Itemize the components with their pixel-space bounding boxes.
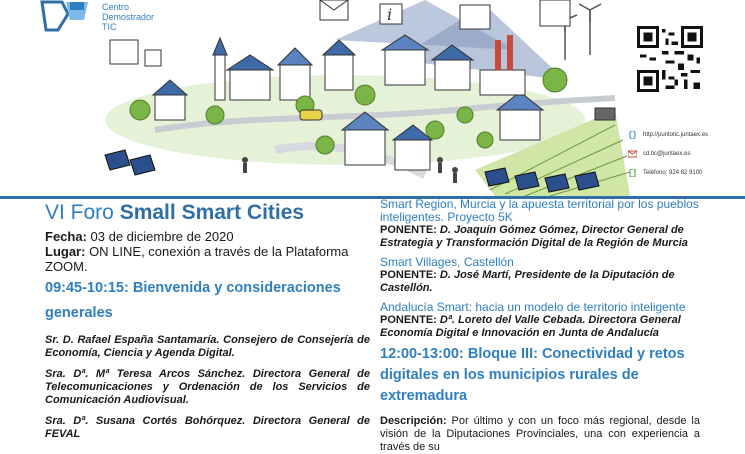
speaker-name: Sra. Dª. Susana Cortés Bohórquez. [45,415,246,427]
talk-title: Smart Region, Murcia y la apuesta territorial por los pueblos inteligentes. Proyecto 5K [380,197,699,224]
place-value: ON LINE, conexión a través de la Plataforma ZOOM. [45,244,349,274]
event-title-prefix: VI Foro [45,201,120,224]
mouse-icon [628,131,637,139]
contact-phone-text: Teléfono: 924 82 9100 [643,170,703,176]
phone-icon [628,169,637,177]
contact-web[interactable] [628,131,708,139]
centro-demostrador-logo-icon [40,0,90,32]
logo-line: Demostrador [102,12,155,22]
left-column [45,200,370,441]
hero-banner [0,0,745,196]
ponente-label: PONENTE: [380,314,437,326]
envelope-icon [628,150,637,158]
speaker-role: Consejero de Consejería de Economía, Ciencia y Agenda Digital. [45,334,370,359]
event-title [45,200,370,226]
ponente-name: Dª. Loreto del Valle Cebada. Directora General Economía Digital e Innovación en Junta de Andalucía [380,314,681,339]
place-label: Lugar: [45,244,86,259]
event-place [45,244,370,274]
event-title-bold: Small Smart Cities [119,201,305,224]
ponente-name: D. Joaquín Gómez Gómez, Director General de Estrategia y Transformación Digital de la Región de Murcia [380,224,688,249]
speaker-name: Sr. D. Rafael España Santamaría. [45,334,220,346]
description-text: Por último y con un foco más regional, desde la visión de la Diputaciones Provinciales, una con experiencia a través de su [380,415,700,453]
date-value: 03 de diciembre de 2020 [86,229,234,244]
speaker-role: Directora General de FEVAL [45,415,370,440]
description-label: Descripción: [380,415,447,427]
contact-web-text: http://puntotic.juntaex.es [643,132,709,138]
speaker-role: Directora General de Telecomunicaciones y Ordenación de los Servicios de Comunicación Audiovisual. [45,368,370,406]
speaker-entry [45,368,370,407]
speaker-entry [45,415,370,441]
date-label: Fecha: [45,229,87,244]
talk-title: Smart Villages, Castellón [380,255,514,269]
speaker-entry [45,334,370,360]
speaker-name: Sra. Dª. Mª Teresa Arcos Sánchez. [45,368,246,380]
block-three-title: 12:00-13:00: Bloque III: Conectividad y retos digitales en los municipios rurales de extremadura [380,346,685,404]
welcome-slot-title: 09:45-10:15: Bienvenida y consideraciones generales [45,280,341,321]
event-date [45,229,370,244]
logo-line: TIC [102,22,117,32]
contact-email[interactable] [628,150,690,158]
talk-speaker [380,269,700,295]
ponente-label: PONENTE: [380,224,437,236]
ponente-label: PONENTE: [380,269,437,281]
qr-code-icon [637,26,703,92]
ponente-name: D. José Martí, Presidente de la Diputación de Castellón. [380,269,675,294]
smart-city-illustration [95,0,630,196]
talk-speaker [380,224,700,250]
contact-phone [628,169,702,177]
right-column [380,198,700,454]
talk-speaker [380,314,700,340]
logo-line: Centro [102,2,130,12]
block-description [380,415,700,454]
svg-text:i: i [387,5,393,24]
contact-email-text: cd.tic@juntaex.es [643,151,691,157]
talk-title: Andalucía Smart: hacia un modelo de territorio inteligente [380,300,686,314]
